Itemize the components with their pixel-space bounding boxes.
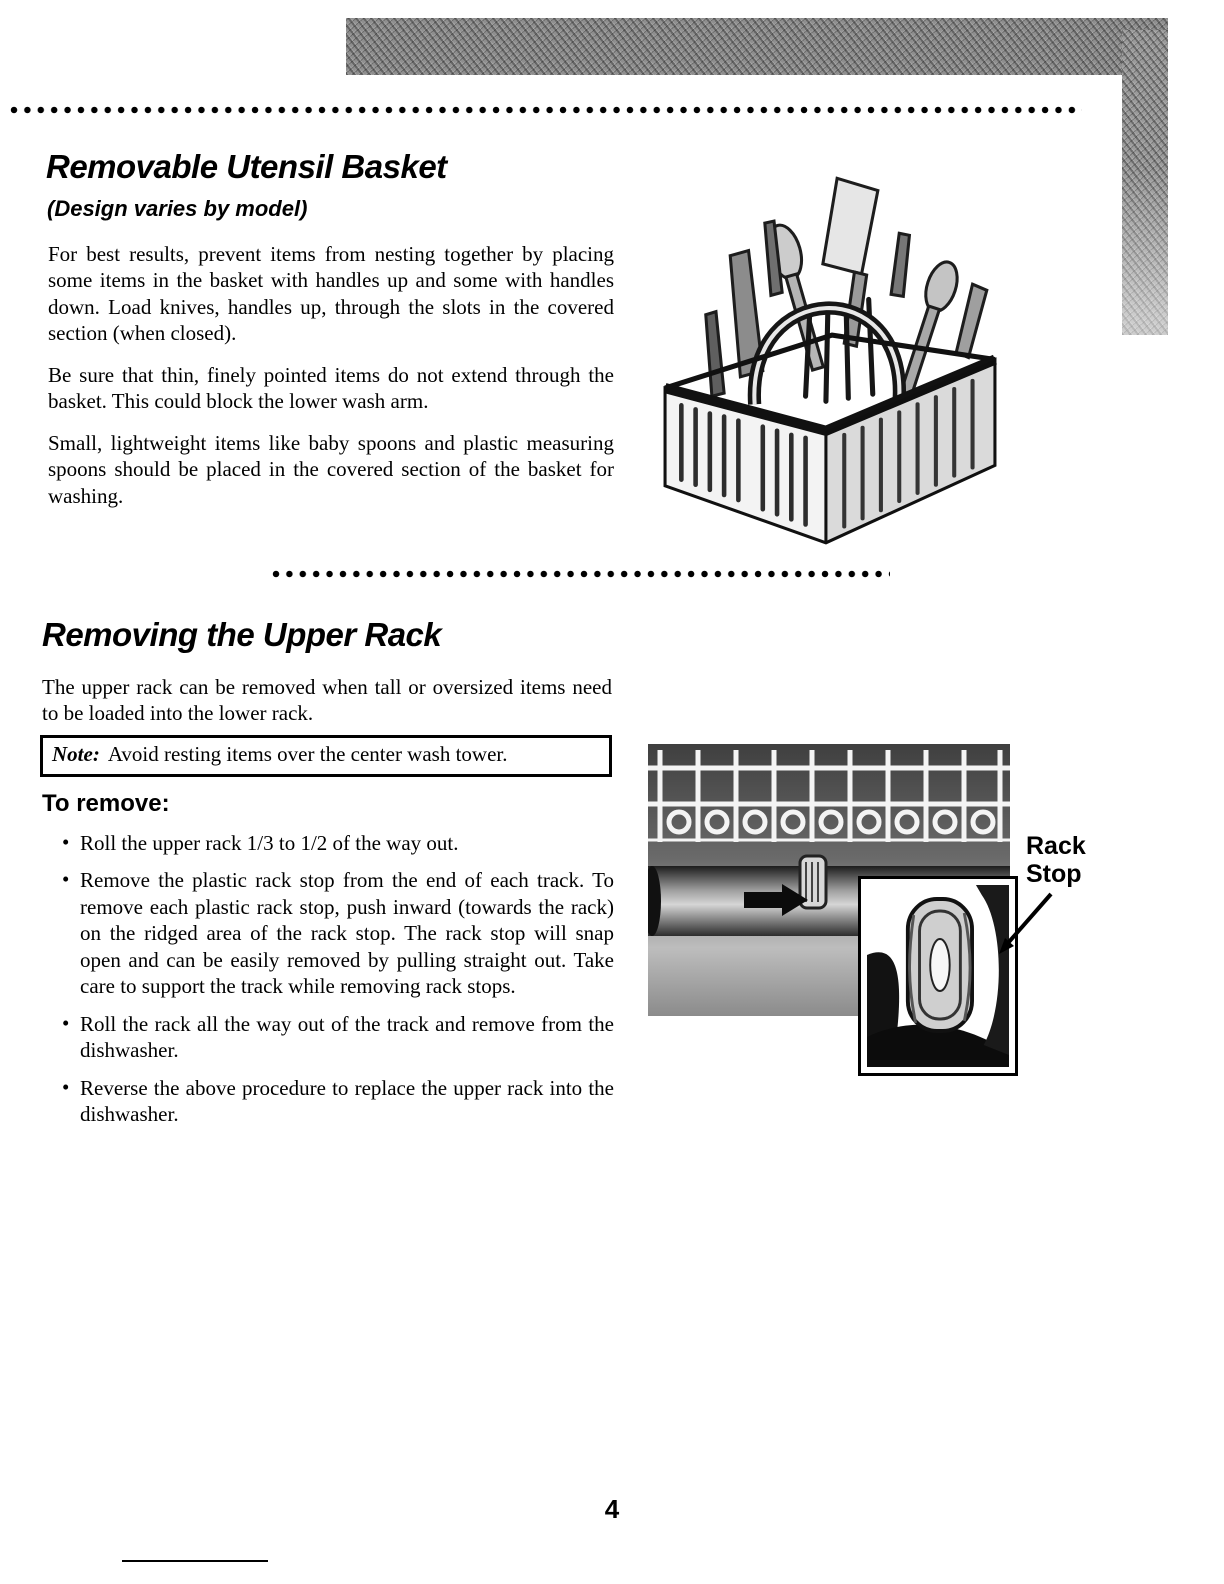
to-remove-steps bbox=[54, 830, 614, 1139]
rack-stop-arrow bbox=[985, 888, 1065, 972]
dotted-rule-top bbox=[10, 106, 1082, 114]
to-remove-heading: To remove: bbox=[42, 790, 170, 817]
section-title-utensil-basket: Removable Utensil Basket bbox=[46, 148, 447, 185]
note-box bbox=[40, 735, 612, 777]
utensil-section-body bbox=[48, 241, 614, 524]
step-item: • Reverse the above procedure to replace the upper rack into the dishwasher. bbox=[54, 1075, 614, 1128]
page-number: 4 bbox=[604, 1494, 620, 1524]
step-item: • Remove the plastic rack stop from the end of each track. To remove each plastic rack stop, push inward (towards the rack) on the ridged area of the rack stop. The rack stop will snap open and can be easily removed by pulling straight out. Take care to support the track while removing rack stops. bbox=[54, 867, 614, 999]
rack-stop-label-line2: Stop bbox=[1026, 860, 1082, 888]
footer-rule bbox=[122, 1560, 268, 1562]
utensil-basket-drawing bbox=[636, 162, 1024, 554]
rack-stop-label-line1: Rack bbox=[1026, 832, 1086, 860]
dotted-rule-middle bbox=[272, 570, 890, 578]
utensil-basket-illustration bbox=[636, 162, 1024, 554]
paragraph: Small, lightweight items like baby spoons and plastic measuring spoons should be placed in the covered section of the basket for washing. bbox=[48, 430, 614, 508]
section-title-upper-rack: Removing the Upper Rack bbox=[42, 616, 442, 653]
section-subtitle-design-varies: (Design varies by model) bbox=[47, 196, 308, 221]
halftone-banner-vertical bbox=[1122, 30, 1168, 335]
paragraph: For best results, prevent items from nesting together by placing some items in the basket with handles up and some with handles down. Load knives, handles up, through the slots in the covered section (when closed). bbox=[48, 242, 614, 346]
halftone-banner-horizontal bbox=[346, 18, 1168, 75]
note-text: Avoid resting items over the center wash tower. bbox=[107, 742, 508, 766]
step-item: • Roll the upper rack 1/3 to 1/2 of the way out. bbox=[54, 830, 614, 856]
upper-rack-intro: The upper rack can be removed when tall or oversized items need to be loaded into the lower rack. bbox=[42, 675, 612, 726]
step-item: • Roll the rack all the way out of the track and remove from the dishwasher. bbox=[54, 1011, 614, 1064]
rack-stop-callout-label bbox=[1026, 832, 1086, 888]
paragraph: Be sure that thin, finely pointed items do not extend through the basket. This could block the lower wash arm. bbox=[48, 362, 614, 414]
note-label: Note: bbox=[52, 742, 100, 766]
